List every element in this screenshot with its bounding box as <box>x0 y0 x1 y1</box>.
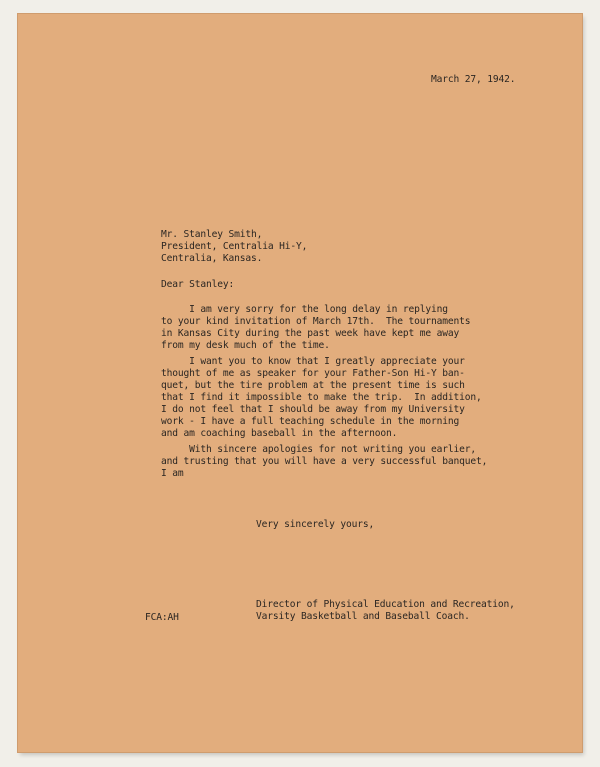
text-line: to your kind invitation of March 17th. The tournaments <box>161 316 471 327</box>
text-line: in Kansas City during the past week have kept me away <box>161 328 460 339</box>
text-line: and trusting that you will have a very successful banquet, <box>161 456 488 467</box>
text-line: I am very sorry for the long delay in replying <box>161 304 448 315</box>
text-line: from my desk much of the time. <box>161 340 330 351</box>
paragraph-2 <box>161 356 482 440</box>
signature-title <box>256 599 515 623</box>
address-line: Mr. Stanley Smith, <box>161 229 263 240</box>
paragraph-3 <box>161 444 487 480</box>
reference-initials: FCA:AH <box>145 612 179 623</box>
recipient-address <box>161 229 307 265</box>
text-line: With sincere apologies for not writing you earlier, <box>161 444 477 455</box>
text-line: quet, but the tire problem at the present time is such <box>161 380 465 391</box>
address-line: Centralia, Kansas. <box>161 253 263 264</box>
text-line: I do not feel that I should be away from my University <box>161 404 465 415</box>
letter-page <box>18 14 582 752</box>
address-line: President, Centralia Hi-Y, <box>161 241 308 252</box>
title-line: Varsity Basketball and Baseball Coach. <box>256 611 470 622</box>
text-line: I am <box>161 468 184 479</box>
text-line: and am coaching baseball in the afternoon. <box>161 428 398 439</box>
text-line: I want you to know that I greatly appreciate your <box>161 356 465 367</box>
paragraph-1 <box>161 304 470 352</box>
salutation: Dear Stanley: <box>161 279 235 290</box>
complimentary-closing: Very sincerely yours, <box>256 519 375 530</box>
title-line: Director of Physical Education and Recreation, <box>256 599 515 610</box>
text-line: thought of me as speaker for your Father-Son Hi-Y ban- <box>161 368 465 379</box>
text-line: that I find it impossible to make the trip. In addition, <box>161 392 482 403</box>
text-line: work - I have a full teaching schedule in the morning <box>161 416 460 427</box>
letter-date: March 27, 1942. <box>431 74 516 85</box>
